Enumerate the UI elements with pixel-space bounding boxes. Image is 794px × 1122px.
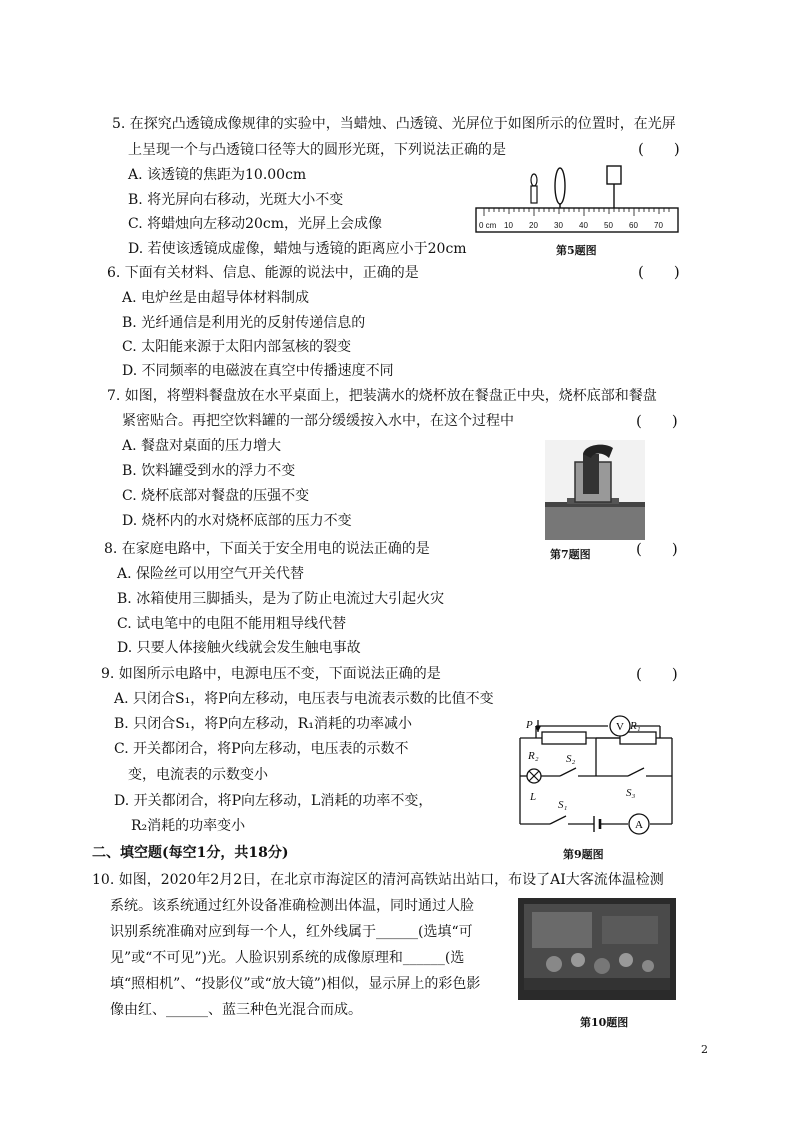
q8-stem: 8. 在家庭电路中，下面关于安全用电的说法正确的是 xyxy=(104,541,430,557)
label-r1: R₁ xyxy=(630,720,641,732)
ruler-tick-30: 30 xyxy=(554,221,563,230)
q10-line4: 见”或“不可见”)光。人脸识别系统的成像原理和______(选 xyxy=(110,950,465,966)
can-shape xyxy=(583,454,599,494)
convex-lens-icon xyxy=(555,168,565,208)
q9-option-c-line1: C. 开关都闭合，将P向左移动，电压表的示数不 xyxy=(114,741,409,757)
lamp-icon xyxy=(527,769,541,783)
q6-option-a: A. 电炉丝是由超导体材料制成 xyxy=(122,290,310,306)
q7-option-d: D. 烧杯内的水对烧杯底部的压力不变 xyxy=(122,513,352,529)
q9-option-d-line2: R₂消耗的功率变小 xyxy=(131,818,246,834)
q6-answer-paren: ( ) xyxy=(638,263,680,281)
label-l: L xyxy=(530,791,537,803)
page-number: 2 xyxy=(701,1043,708,1056)
ruler-tick-20: 20 xyxy=(529,221,538,230)
label-p: P xyxy=(526,719,533,731)
q5-stem-line1: 5. 在探究凸透镜成像规律的实验中，当蜡烛、凸透镜、光屏位于如图所示的位置时，在光屏 xyxy=(112,116,676,132)
q7-option-a: A. 餐盘对桌面的压力增大 xyxy=(122,438,282,454)
q10-figure-photo xyxy=(518,898,676,1000)
q7-option-b: B. 饮料罐受到水的浮力不变 xyxy=(122,463,296,479)
light-screen-icon xyxy=(607,166,621,208)
q9-figure-circuit xyxy=(510,712,682,842)
voltmeter-icon xyxy=(610,716,630,736)
q6-option-c: C. 太阳能来源于太阳内部氢核的裂变 xyxy=(122,339,352,355)
q5-option-b: B. 将光屏向右移动，光斑大小不变 xyxy=(128,192,344,208)
q10-figure-caption: 第10题图 xyxy=(580,1016,629,1029)
label-s3: S₃ xyxy=(626,787,636,799)
q7-stem-line1: 7. 如图，将塑料餐盘放在水平桌面上，把装满水的烧杯放在餐盘正中央，烧杯底部和餐盘 xyxy=(107,388,657,404)
ammeter-icon xyxy=(629,814,649,834)
q6-stem: 6. 下面有关材料、信息、能源的说法中，正确的是 xyxy=(107,265,419,281)
q5-option-a: A. 该透镜的焦距为10.00cm xyxy=(128,167,307,183)
q5-answer-paren: ( ) xyxy=(638,140,680,158)
q5-figure-lens-bench xyxy=(470,158,682,238)
q7-figure-caption: 第7题图 xyxy=(550,548,591,561)
svg-text:V: V xyxy=(616,721,624,733)
q8-answer-paren: ( ) xyxy=(636,540,678,558)
q9-option-d-line1: D. 开关都闭合，将P向左移动，L消耗的功率不变， xyxy=(114,793,433,809)
candle-icon xyxy=(531,174,537,203)
q5-figure-caption: 第5题图 xyxy=(556,244,597,257)
q9-option-b: B. 只闭合S₁，将P向左移动，R₁消耗的功率减小 xyxy=(114,716,412,732)
ruler-tick-60: 60 xyxy=(629,221,638,230)
ruler-tick-10: 10 xyxy=(504,221,513,230)
ruler-tick-40: 40 xyxy=(579,221,588,230)
q8-option-c: C. 试电笔中的电阻不能用粗导线代替 xyxy=(117,616,347,632)
q8-option-a: A. 保险丝可以用空气开关代替 xyxy=(117,566,305,582)
label-s1: S₁ xyxy=(558,799,568,811)
battery-icon xyxy=(594,816,604,832)
q5-stem-line2: 上呈现一个与凸透镜口径等大的圆形光斑，下列说法正确的是 xyxy=(128,142,506,158)
q9-stem: 9. 如图所示电路中，电源电压不变，下面说法正确的是 xyxy=(101,666,441,682)
q7-answer-paren: ( ) xyxy=(636,412,678,430)
ruler-tick-0: 0 cm xyxy=(479,221,497,230)
ruler-tick-50: 50 xyxy=(604,221,613,230)
q5-option-c: C. 将蜡烛向左移动20cm，光屏上会成像 xyxy=(128,216,383,232)
ruler xyxy=(476,208,678,232)
q10-line3: 识别系统准确对应到每一个人，红外线属于______(选填“可 xyxy=(110,924,473,940)
q7-stem-line2: 紧密贴合。再把空饮料罐的一部分缓缓按入水中，在这个过程中 xyxy=(122,413,514,429)
q7-figure-photo xyxy=(545,440,645,540)
r2-resistor xyxy=(542,732,586,744)
q8-option-d: D. 只要人体接触火线就会发生触电事故 xyxy=(117,640,361,656)
label-r2: R₂ xyxy=(528,750,539,762)
section-2-heading: 二、填空题(每空1分，共18分) xyxy=(92,845,289,861)
q9-option-c-line2: 变，电流表的示数变小 xyxy=(128,767,268,783)
q8-option-b: B. 冰箱使用三脚插头，是为了防止电流过大引起火灾 xyxy=(117,591,445,607)
q10-line2: 系统。该系统通过红外设备准确检测出体温，同时通过人脸 xyxy=(110,898,474,914)
label-s2: S₂ xyxy=(566,753,576,765)
q5-option-d: D. 若使该透镜成虚像，蜡烛与透镜的距离应小于20cm xyxy=(128,241,467,257)
q9-option-a: A. 只闭合S₁，将P向左移动，电压表与电流表示数的比值不变 xyxy=(114,691,494,707)
q9-answer-paren: ( ) xyxy=(636,665,678,683)
q6-option-d: D. 不同频率的电磁波在真空中传播速度不同 xyxy=(122,363,394,379)
q10-line6: 像由红、______、蓝三种色光混合而成。 xyxy=(110,1002,362,1018)
q6-option-b: B. 光纤通信是利用光的反射传递信息的 xyxy=(122,315,366,331)
q9-figure-caption: 第9题图 xyxy=(563,848,604,861)
ruler-tick-70: 70 xyxy=(654,221,663,230)
svg-text:A: A xyxy=(635,819,643,831)
q10-line5: 填“照相机”、“投影仪”或“放大镜”)相似，显示屏上的彩色影 xyxy=(110,976,481,992)
q10-line1: 10. 如图，2020年2月2日，在北京市海淀区的清河高铁站出站口，布设了AI大客流体温检测 xyxy=(92,872,664,888)
q7-option-c: C. 烧杯底部对餐盘的压强不变 xyxy=(122,488,310,504)
